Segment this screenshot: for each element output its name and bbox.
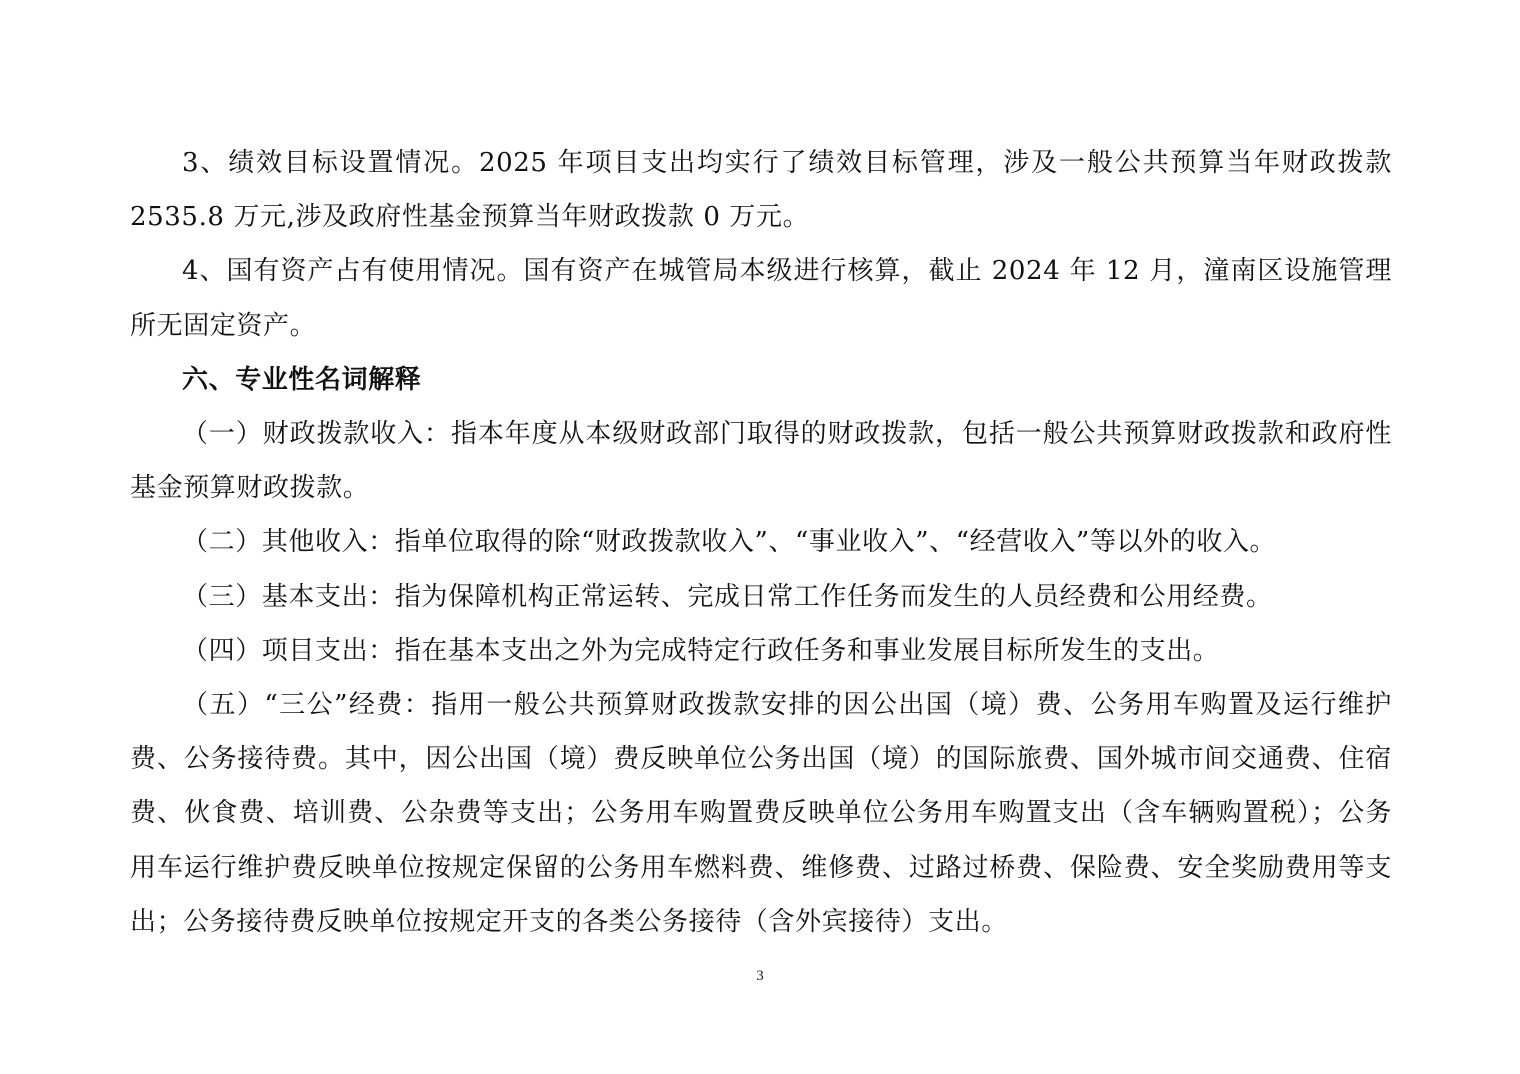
definition-other-income: （二）其他收入：指单位取得的除“财政拨款收入”、“事业收入”、“经营收入”等以外的收入。: [182, 527, 1277, 558]
page-body: [130, 136, 1392, 949]
definition-three-public-expenses: （五）“三公”经费：指用一般公共预算财政拨款安排的因公出国（境）费、公务用车购置及运行维护费、公务接待费。其中，因公出国（境）费反映单位公务出国（境）的国际旅费、国外城市间交通费、住宿费、伙食费、培训费、公杂费等支出；公务用车购置费反映单位公务用车购置支出（含车辆购置税）；公务用车运行维护费反映单位按规定保留的公务用车燃料费、维修费、过路过桥费、保险费、安全奖励费用等支出；公务接待费反映单位按规定开支的各类公务接待（含外宾接待）支出。: [130, 690, 1392, 937]
section-heading: 六、专业性名词解释: [182, 364, 422, 395]
definition-project-expenditure: （四）项目支出：指在基本支出之外为完成特定行政任务和事业发展目标所发生的支出。: [182, 635, 1220, 666]
page-number: 3: [756, 968, 764, 984]
definition-fiscal-appropriation-income: （一）财政拨款收入：指本年度从本级财政部门取得的财政拨款，包括一般公共预算财政拨款和政府性基金预算财政拨款。: [130, 419, 1392, 504]
definition-basic-expenditure: （三）基本支出：指为保障机构正常运转、完成日常工作任务而发生的人员经费和公用经费。: [182, 581, 1273, 612]
paragraph-state-assets: 4、国有资产占有使用情况。国有资产在城管局本级进行核算，截止 2024 年 12 月，潼南区设施管理所无固定资产。: [130, 256, 1392, 341]
paragraph-performance-targets: 3、绩效目标设置情况。2025 年项目支出均实行了绩效目标管理，涉及一般公共预算当年财政拨款 2535.8 万元,涉及政府性基金预算当年财政拨款 0 万元。: [130, 148, 1392, 233]
